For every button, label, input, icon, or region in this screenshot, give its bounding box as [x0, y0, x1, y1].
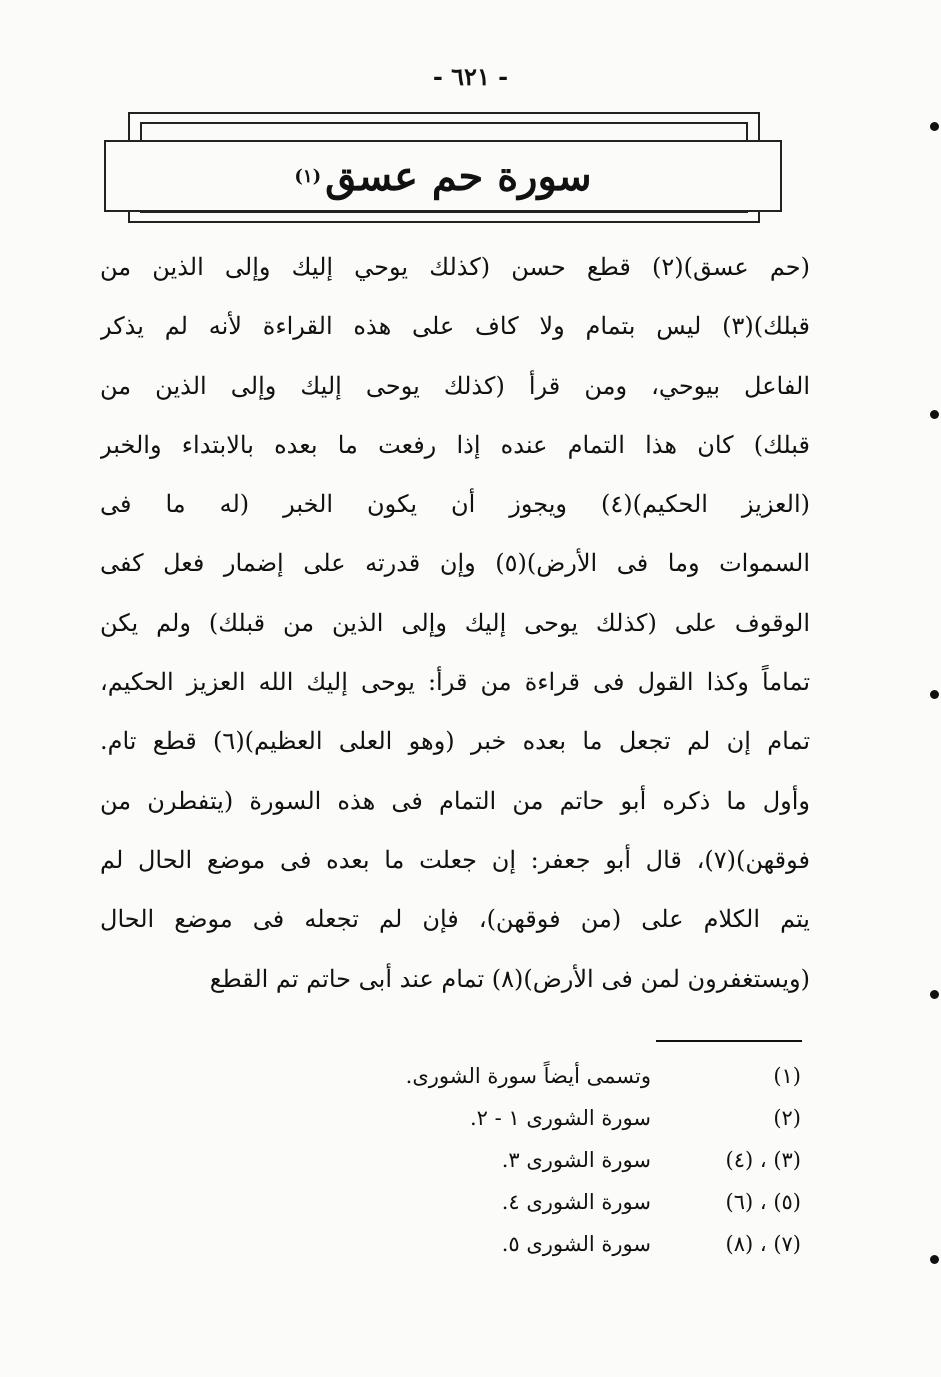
footnote-marker: (٧) ، (٨): [725, 1232, 801, 1256]
footnote-marker: (٢): [773, 1106, 801, 1130]
scan-speck: [930, 690, 939, 699]
surah-title-text: سورة حم عسق: [325, 152, 592, 200]
footnote-3: [502, 1148, 801, 1172]
body-line: قبلك) كان هذا التمام عنده إذا رفعت ما بعده بالابتداء والخبر: [100, 430, 810, 459]
footnote-5: [502, 1232, 801, 1256]
surah-title: [104, 140, 782, 212]
body-line: الفاعل بيوحي، ومن قرأ (كذلك يوحى إليك وإلى الذين من: [100, 371, 810, 400]
scan-speck: [930, 990, 939, 999]
footnote-divider: [656, 1040, 802, 1042]
scan-speck: [930, 410, 939, 419]
body-line: يتم الكلام على (من فوقهن)، فإن لم تجعله فى موضع الحال: [100, 905, 810, 934]
footnote-text: سورة الشورى ٣.: [501, 1148, 651, 1172]
footnote-text: سورة الشورى ٤.: [501, 1190, 651, 1214]
body-line: وأول ما ذكره أبو حاتم من التمام فى هذه السورة (يتفطرن من: [100, 786, 810, 815]
footnote-2: [470, 1106, 801, 1130]
footnote-marker: (٥) ، (٦): [725, 1190, 801, 1214]
title-footnote-mark: (١): [294, 165, 322, 187]
body-line: قبلك)(٣) ليس بتمام ولا كاف على هذه القراءة لأنه لم يذكر: [100, 312, 810, 341]
footnote-4: [502, 1190, 801, 1214]
body-line: (ويستغفرون لمن فى الأرض)(٨) تمام عند أبى حاتم تم القطع: [209, 964, 810, 993]
scan-speck: [930, 1255, 939, 1264]
body-line: تماماً وكذا القول فى قراءة من قرأ: يوحى إليك الله العزيز الحكيم،: [100, 668, 810, 697]
footnote-marker: (١): [773, 1064, 801, 1088]
page-number: - ٦٢١ -: [432, 62, 509, 91]
body-line: فوقهن)(٧)، قال أبو جعفر: إن جعلت ما بعده فى موضع الحال لم: [100, 845, 810, 874]
body-line: (العزيز الحكيم)(٤) ويجوز أن يكون الخبر (له ما فى: [100, 490, 810, 519]
footnote-marker: (٣) ، (٤): [725, 1148, 801, 1172]
body-line: السموات وما فى الأرض)(٥) وإن قدرته على إضمار فعل كفى: [100, 549, 810, 578]
footnote-1: [406, 1064, 801, 1088]
footnote-text: وتسمى أيضاً سورة الشورى.: [405, 1064, 651, 1088]
footnote-text: سورة الشورى ١ - ٢.: [469, 1106, 651, 1130]
scan-speck: [930, 122, 939, 131]
body-line: (حم عسق)(٢) قطع حسن (كذلك يوحي إليك وإلى الذين من: [100, 253, 810, 281]
body-text: [100, 238, 810, 1009]
body-line: تمام إن لم تجعل ما بعده خبر (وهو العلى العظيم)(٦) قطع تام.: [100, 727, 810, 756]
body-line: الوقوف على (كذلك يوحى إليك وإلى الذين من قبلك) ولم يكن: [100, 608, 810, 637]
footnote-text: سورة الشورى ٥.: [501, 1232, 651, 1256]
